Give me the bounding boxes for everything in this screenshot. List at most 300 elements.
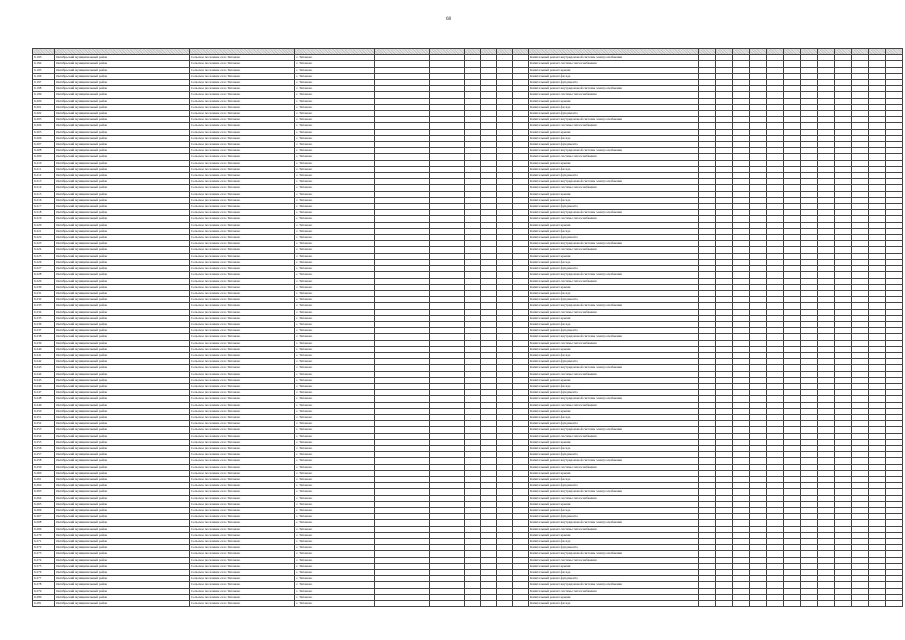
- row-number-cell: 6.222: [33, 235, 55, 241]
- table-cell: с. Тиганово: [295, 532, 375, 538]
- table-cell: Сельское поселение село Тиганово: [190, 328, 295, 334]
- table-cell: Капитальный ремонт фасада: [529, 197, 699, 203]
- table-cell: с. Тиганово: [295, 98, 375, 104]
- table-cell: Капитальный ремонт фасада: [529, 570, 699, 576]
- table-cell: с. Тиганово: [295, 61, 375, 67]
- table-cell: Сельское поселение село Тиганово: [190, 135, 295, 141]
- table-cell: Капитальный ремонт системы теплоснабжения: [529, 61, 699, 67]
- table-cell: Октябрьский муниципальный район: [55, 352, 190, 358]
- table-cell: с. Тиганово: [295, 477, 375, 483]
- table-cell: Октябрьский муниципальный район: [55, 402, 190, 408]
- table-cell: Октябрьский муниципальный район: [55, 315, 190, 321]
- table-cell: Капитальный ремонт фасада: [529, 383, 699, 389]
- table-cell: Сельское поселение село Тиганово: [190, 545, 295, 551]
- row-number-cell: 6.235: [33, 315, 55, 321]
- table-row: [33, 601, 903, 607]
- table-cell: с. Тиганово: [295, 383, 375, 389]
- row-number-cell: 6.213: [33, 179, 55, 185]
- table-cell: Капитальный ремонт крыши: [529, 408, 699, 414]
- table-cell: с. Тиганово: [295, 371, 375, 377]
- table-cell: с. Тиганово: [295, 309, 375, 315]
- table-cell: с. Тиганово: [295, 408, 375, 414]
- table-cell: с. Тиганово: [295, 135, 375, 141]
- row-number-cell: 6.264: [33, 495, 55, 501]
- table-cell: Капитальный ремонт внутридомовой системы электроснабжения: [529, 117, 699, 123]
- table-cell: Сельское поселение село Тиганово: [190, 520, 295, 526]
- row-number-cell: 6.272: [33, 545, 55, 551]
- table-cell: Октябрьский муниципальный район: [55, 86, 190, 92]
- table-cell: Сельское поселение село Тиганово: [190, 445, 295, 451]
- table-cell: с. Тиганово: [295, 210, 375, 216]
- table-cell: Октябрьский муниципальный район: [55, 495, 190, 501]
- table-cell: Капитальный ремонт системы теплоснабжения: [529, 309, 699, 315]
- page-number: 68: [446, 17, 451, 22]
- table-cell: Октябрьский муниципальный район: [55, 272, 190, 278]
- table-cell: Сельское поселение село Тиганово: [190, 117, 295, 123]
- table-cell: Сельское поселение село Тиганово: [190, 185, 295, 191]
- table-cell: с. Тиганово: [295, 464, 375, 470]
- table-cell: с. Тиганово: [295, 278, 375, 284]
- table-cell: Капитальный ремонт внутридомовой системы электроснабжения: [529, 179, 699, 185]
- table-cell: Октябрьский муниципальный район: [55, 483, 190, 489]
- table-cell: Сельское поселение село Тиганово: [190, 340, 295, 346]
- table-cell: [699, 601, 716, 607]
- row-number-cell: 6.231: [33, 290, 55, 296]
- table-cell: Сельское поселение село Тиганово: [190, 439, 295, 445]
- row-number-cell: 6.256: [33, 445, 55, 451]
- table-cell: Октябрьский муниципальный район: [55, 160, 190, 166]
- table-cell: [513, 601, 529, 607]
- row-number-cell: 6.221: [33, 228, 55, 234]
- table-cell: с. Тиганово: [295, 111, 375, 117]
- table-cell: Октябрьский муниципальный район: [55, 563, 190, 569]
- table-cell: Октябрьский муниципальный район: [55, 526, 190, 532]
- table-cell: Октябрьский муниципальный район: [55, 464, 190, 470]
- table-cell: Капитальный ремонт системы теплоснабжения: [529, 278, 699, 284]
- table-cell: с. Тиганово: [295, 86, 375, 92]
- table-cell: с. Тиганово: [295, 67, 375, 73]
- table-cell: Сельское поселение село Тиганово: [190, 80, 295, 86]
- table-cell: Октябрьский муниципальный район: [55, 340, 190, 346]
- row-number-cell: 6.198: [33, 86, 55, 92]
- table-cell: Сельское поселение село Тиганово: [190, 111, 295, 117]
- table-cell: Капитальный ремонт системы теплоснабжения: [529, 185, 699, 191]
- table-cell: с. Тиганово: [295, 439, 375, 445]
- table-cell: Октябрьский муниципальный район: [55, 601, 190, 607]
- table-cell: с. Тиганово: [295, 55, 375, 61]
- table-cell: Октябрьский муниципальный район: [55, 216, 190, 222]
- row-number-cell: 6.205: [33, 129, 55, 135]
- table-cell: Октябрьский муниципальный район: [55, 551, 190, 557]
- row-number-cell: 6.247: [33, 390, 55, 396]
- table-cell: с. Тиганово: [295, 247, 375, 253]
- table-cell: Капитальный ремонт крыши: [529, 284, 699, 290]
- table-cell: Октябрьский муниципальный район: [55, 576, 190, 582]
- table-cell: Капитальный ремонт системы теплоснабжения: [529, 247, 699, 253]
- table-cell: Октябрьский муниципальный район: [55, 470, 190, 476]
- table-cell: Сельское поселение село Тиганово: [190, 501, 295, 507]
- table-cell: Сельское поселение село Тиганово: [190, 315, 295, 321]
- table-cell: с. Тиганово: [295, 545, 375, 551]
- table-cell: Сельское поселение село Тиганово: [190, 278, 295, 284]
- table-cell: [375, 601, 430, 607]
- table-cell: с. Тиганово: [295, 123, 375, 129]
- row-number-cell: 6.270: [33, 532, 55, 538]
- table-cell: Сельское поселение село Тиганово: [190, 228, 295, 234]
- table-cell: с. Тиганово: [295, 173, 375, 179]
- table-cell: с. Тиганово: [295, 346, 375, 352]
- row-number-cell: 6.230: [33, 284, 55, 290]
- table-cell: Сельское поселение село Тиганово: [190, 421, 295, 427]
- table-cell: Октябрьский муниципальный район: [55, 55, 190, 61]
- row-number-cell: 6.242: [33, 359, 55, 365]
- table-cell: Октябрьский муниципальный район: [55, 154, 190, 160]
- table-cell: Капитальный ремонт фасада: [529, 539, 699, 545]
- row-number-cell: 6.197: [33, 80, 55, 86]
- table-cell: Октябрьский муниципальный район: [55, 489, 190, 495]
- table-cell: Сельское поселение село Тиганово: [190, 508, 295, 514]
- table-cell: с. Тиганово: [295, 365, 375, 371]
- table-cell: Сельское поселение село Тиганово: [190, 359, 295, 365]
- table-cell: Сельское поселение село Тиганово: [190, 601, 295, 607]
- row-number-cell: 6.226: [33, 259, 55, 265]
- table-cell: Капитальный ремонт фасада: [529, 259, 699, 265]
- table-cell: Октябрьский муниципальный район: [55, 396, 190, 402]
- table-cell: Октябрьский муниципальный район: [55, 278, 190, 284]
- row-number-cell: 6.208: [33, 148, 55, 154]
- row-number-cell: 6.204: [33, 123, 55, 129]
- table-cell: Капитальный ремонт крыши: [529, 98, 699, 104]
- table-cell: Капитальный ремонт системы теплоснабжения: [529, 154, 699, 160]
- table-cell: Октябрьский муниципальный район: [55, 557, 190, 563]
- table-cell: Октябрьский муниципальный район: [55, 210, 190, 216]
- row-number-cell: 6.219: [33, 216, 55, 222]
- table-cell: Сельское поселение село Тиганово: [190, 470, 295, 476]
- table-cell: Капитальный ремонт крыши: [529, 439, 699, 445]
- table-cell: Капитальный ремонт крыши: [529, 191, 699, 197]
- row-number-cell: 6.211: [33, 166, 55, 172]
- table-cell: Капитальный ремонт системы теплоснабжения: [529, 526, 699, 532]
- table-cell: Капитальный ремонт фундамента: [529, 266, 699, 272]
- table-cell: Сельское поселение село Тиганово: [190, 576, 295, 582]
- table-cell: с. Тиганово: [295, 117, 375, 123]
- table-cell: с. Тиганово: [295, 359, 375, 365]
- table-cell: с. Тиганово: [295, 222, 375, 228]
- table-cell: с. Тиганово: [295, 501, 375, 507]
- table-cell: Капитальный ремонт крыши: [529, 563, 699, 569]
- table-cell: Сельское поселение село Тиганово: [190, 582, 295, 588]
- table-cell: с. Тиганово: [295, 253, 375, 259]
- table-cell: Сельское поселение село Тиганово: [190, 272, 295, 278]
- table-cell: с. Тиганово: [295, 334, 375, 340]
- table-cell: с. Тиганово: [295, 551, 375, 557]
- table-cell: Капитальный ремонт внутридомовой системы электроснабжения: [529, 458, 699, 464]
- table-cell: с. Тиганово: [295, 284, 375, 290]
- table-cell: Сельское поселение село Тиганово: [190, 297, 295, 303]
- table-cell: Капитальный ремонт крыши: [529, 253, 699, 259]
- row-number-cell: 6.258: [33, 458, 55, 464]
- table-cell: Капитальный ремонт фундамента: [529, 452, 699, 458]
- table-cell: Капитальный ремонт системы теплоснабжения: [529, 371, 699, 377]
- table-cell: Сельское поселение село Тиганово: [190, 539, 295, 545]
- table-cell: с. Тиганово: [295, 427, 375, 433]
- table-cell: Сельское поселение село Тиганово: [190, 588, 295, 594]
- table-cell: Октябрьский муниципальный район: [55, 408, 190, 414]
- table-cell: [497, 601, 513, 607]
- table-cell: с. Тиганово: [295, 514, 375, 520]
- table-cell: Капитальный ремонт внутридомовой системы электроснабжения: [529, 86, 699, 92]
- table-cell: Сельское поселение село Тиганово: [190, 197, 295, 203]
- table-cell: Сельское поселение село Тиганово: [190, 98, 295, 104]
- table-cell: Сельское поселение село Тиганово: [190, 129, 295, 135]
- table-cell: Октябрьский муниципальный район: [55, 545, 190, 551]
- table-cell: Сельское поселение село Тиганово: [190, 154, 295, 160]
- table-cell: Сельское поселение село Тиганово: [190, 532, 295, 538]
- table-cell: Октябрьский муниципальный район: [55, 284, 190, 290]
- table-cell: Капитальный ремонт внутридомовой системы электроснабжения: [529, 396, 699, 402]
- row-number-cell: 6.261: [33, 477, 55, 483]
- table-cell: Октябрьский муниципальный район: [55, 458, 190, 464]
- row-number-cell: 6.277: [33, 576, 55, 582]
- table-cell: Октябрьский муниципальный район: [55, 433, 190, 439]
- row-number-cell: 6.252: [33, 421, 55, 427]
- row-number-cell: 6.273: [33, 551, 55, 557]
- table-cell: Сельское поселение село Тиганово: [190, 408, 295, 414]
- table-cell: Капитальный ремонт внутридомовой системы электроснабжения: [529, 365, 699, 371]
- table-cell: Октябрьский муниципальный район: [55, 197, 190, 203]
- table-cell: с. Тиганово: [295, 495, 375, 501]
- table-cell: Октябрьский муниципальный район: [55, 439, 190, 445]
- table-cell: Сельское поселение село Тиганово: [190, 191, 295, 197]
- table-cell: Капитальный ремонт внутридомовой системы электроснабжения: [529, 55, 699, 61]
- table-cell: Капитальный ремонт фасада: [529, 290, 699, 296]
- row-number-cell: 6.248: [33, 396, 55, 402]
- table-cell: Сельское поселение село Тиганово: [190, 266, 295, 272]
- table-cell: Сельское поселение село Тиганово: [190, 173, 295, 179]
- table-cell: Сельское поселение село Тиганово: [190, 377, 295, 383]
- table-cell: Октябрьский муниципальный район: [55, 588, 190, 594]
- row-number-cell: 6.259: [33, 464, 55, 470]
- table-cell: Капитальный ремонт фасада: [529, 321, 699, 327]
- table-cell: Сельское поселение село Тиганово: [190, 216, 295, 222]
- table-cell: Капитальный ремонт фундамента: [529, 328, 699, 334]
- table-cell: Октябрьский муниципальный район: [55, 204, 190, 210]
- row-number-cell: 6.210: [33, 160, 55, 166]
- row-number-cell: 6.215: [33, 191, 55, 197]
- table-cell: с. Тиганово: [295, 570, 375, 576]
- table-cell: Сельское поселение село Тиганово: [190, 563, 295, 569]
- row-number-cell: 6.209: [33, 154, 55, 160]
- table-cell: Капитальный ремонт крыши: [529, 222, 699, 228]
- row-number-cell: 6.212: [33, 173, 55, 179]
- table-cell: Капитальный ремонт крыши: [529, 315, 699, 321]
- row-number-cell: 6.251: [33, 414, 55, 420]
- table-cell: с. Тиганово: [295, 402, 375, 408]
- table-cell: Сельское поселение село Тиганово: [190, 551, 295, 557]
- table-cell: с. Тиганово: [295, 185, 375, 191]
- row-number-cell: 6.271: [33, 539, 55, 545]
- table-cell: [869, 601, 886, 607]
- table-cell: с. Тиганово: [295, 259, 375, 265]
- row-number-cell: 6.207: [33, 142, 55, 148]
- table-cell: Капитальный ремонт фундамента: [529, 514, 699, 520]
- table-cell: Капитальный ремонт фундамента: [529, 390, 699, 396]
- table-cell: Сельское поселение село Тиганово: [190, 160, 295, 166]
- row-number-cell: 6.193: [33, 55, 55, 61]
- table-cell: Октябрьский муниципальный район: [55, 328, 190, 334]
- table-cell: Октябрьский муниципальный район: [55, 129, 190, 135]
- table-cell: [465, 601, 481, 607]
- register-table: [32, 48, 903, 607]
- table-cell: Сельское поселение село Тиганово: [190, 334, 295, 340]
- table-cell: с. Тиганово: [295, 508, 375, 514]
- table-cell: с. Тиганово: [295, 166, 375, 172]
- table-cell: Сельское поселение село Тиганово: [190, 290, 295, 296]
- table-cell: Сельское поселение село Тиганово: [190, 570, 295, 576]
- table-cell: Октябрьский муниципальный район: [55, 477, 190, 483]
- table-cell: с. Тиганово: [295, 414, 375, 420]
- table-cell: Октябрьский муниципальный район: [55, 247, 190, 253]
- table-cell: Октябрьский муниципальный район: [55, 117, 190, 123]
- table-cell: Сельское поселение село Тиганово: [190, 86, 295, 92]
- table-cell: с. Тиганово: [295, 272, 375, 278]
- table-cell: Капитальный ремонт системы теплоснабжения: [529, 557, 699, 563]
- row-number-cell: 6.216: [33, 197, 55, 203]
- table-cell: Капитальный ремонт крыши: [529, 501, 699, 507]
- row-number-cell: 6.194: [33, 61, 55, 67]
- table-cell: Октябрьский муниципальный район: [55, 346, 190, 352]
- table-cell: Октябрьский муниципальный район: [55, 179, 190, 185]
- table-cell: Сельское поселение село Тиганово: [190, 247, 295, 253]
- table-cell: с. Тиганово: [295, 601, 375, 607]
- row-number-cell: 6.263: [33, 489, 55, 495]
- table-cell: Капитальный ремонт фундамента: [529, 173, 699, 179]
- row-number-cell: 6.227: [33, 266, 55, 272]
- table-cell: Сельское поселение село Тиганово: [190, 241, 295, 247]
- table-cell: Октябрьский муниципальный район: [55, 452, 190, 458]
- table-cell: Октябрьский муниципальный район: [55, 235, 190, 241]
- table-cell: Сельское поселение село Тиганово: [190, 458, 295, 464]
- table-cell: Октябрьский муниципальный район: [55, 501, 190, 507]
- table-cell: Сельское поселение село Тиганово: [190, 483, 295, 489]
- table-cell: Сельское поселение село Тиганово: [190, 427, 295, 433]
- table-cell: [733, 601, 750, 607]
- table-cell: Сельское поселение село Тиганово: [190, 346, 295, 352]
- table-cell: с. Тиганово: [295, 315, 375, 321]
- table-cell: Сельское поселение село Тиганово: [190, 253, 295, 259]
- table-cell: Октябрьский муниципальный район: [55, 104, 190, 110]
- table-cell: с. Тиганово: [295, 142, 375, 148]
- row-number-cell: 6.233: [33, 303, 55, 309]
- row-number-cell: 6.232: [33, 297, 55, 303]
- table-cell: Капитальный ремонт фундамента: [529, 359, 699, 365]
- table-cell: Капитальный ремонт фасада: [529, 508, 699, 514]
- table-cell: с. Тиганово: [295, 129, 375, 135]
- table-cell: с. Тиганово: [295, 321, 375, 327]
- table-cell: с. Тиганово: [295, 489, 375, 495]
- row-number-cell: 6.234: [33, 309, 55, 315]
- table-cell: Октябрьский муниципальный район: [55, 365, 190, 371]
- table-cell: с. Тиганово: [295, 445, 375, 451]
- table-cell: Октябрьский муниципальный район: [55, 594, 190, 600]
- table-cell: [481, 601, 497, 607]
- table-cell: Сельское поселение село Тиганово: [190, 557, 295, 563]
- table-cell: Октябрьский муниципальный район: [55, 98, 190, 104]
- table-cell: Капитальный ремонт крыши: [529, 594, 699, 600]
- table-cell: Капитальный ремонт внутридомовой системы электроснабжения: [529, 241, 699, 247]
- table-body: [33, 55, 903, 607]
- table-cell: Сельское поселение село Тиганово: [190, 148, 295, 154]
- row-number-cell: 6.266: [33, 508, 55, 514]
- table-cell: с. Тиганово: [295, 241, 375, 247]
- table-cell: Октябрьский муниципальный район: [55, 228, 190, 234]
- table-cell: Сельское поселение село Тиганово: [190, 402, 295, 408]
- table-cell: [801, 601, 818, 607]
- table-cell: Октябрьский муниципальный район: [55, 148, 190, 154]
- table-cell: Октябрьский муниципальный район: [55, 259, 190, 265]
- table-cell: с. Тиганово: [295, 160, 375, 166]
- row-number-cell: 6.199: [33, 92, 55, 98]
- table-cell: Октябрьский муниципальный район: [55, 61, 190, 67]
- table-cell: с. Тиганово: [295, 352, 375, 358]
- table-cell: с. Тиганово: [295, 483, 375, 489]
- table-cell: Сельское поселение село Тиганово: [190, 352, 295, 358]
- table-cell: Октябрьский муниципальный район: [55, 303, 190, 309]
- table-cell: Октябрьский муниципальный район: [55, 266, 190, 272]
- table-cell: с. Тиганово: [295, 235, 375, 241]
- row-number-cell: 6.255: [33, 439, 55, 445]
- table-cell: [784, 601, 801, 607]
- table-cell: Сельское поселение село Тиганово: [190, 371, 295, 377]
- row-number-cell: 6.241: [33, 352, 55, 358]
- row-number-cell: 6.275: [33, 563, 55, 569]
- table-cell: Капитальный ремонт системы теплоснабжения: [529, 123, 699, 129]
- row-number-cell: 6.262: [33, 483, 55, 489]
- row-number-cell: 6.195: [33, 67, 55, 73]
- table-cell: Октябрьский муниципальный район: [55, 421, 190, 427]
- table-cell: Капитальный ремонт крыши: [529, 129, 699, 135]
- table-cell: Сельское поселение село Тиганово: [190, 477, 295, 483]
- row-number-cell: 6.280: [33, 594, 55, 600]
- row-number-cell: 6.220: [33, 222, 55, 228]
- table-cell: Капитальный ремонт системы теплоснабжения: [529, 92, 699, 98]
- table-cell: Капитальный ремонт внутридомовой системы электроснабжения: [529, 427, 699, 433]
- table-cell: Сельское поселение село Тиганово: [190, 235, 295, 241]
- table-cell: Капитальный ремонт фасада: [529, 352, 699, 358]
- table-cell: с. Тиганово: [295, 216, 375, 222]
- table-cell: с. Тиганово: [295, 204, 375, 210]
- table-cell: Сельское поселение село Тиганово: [190, 365, 295, 371]
- table-cell: Капитальный ремонт внутридомовой системы электроснабжения: [529, 334, 699, 340]
- row-number-cell: 6.244: [33, 371, 55, 377]
- row-number-cell: 6.279: [33, 588, 55, 594]
- table-cell: Октябрьский муниципальный район: [55, 80, 190, 86]
- table-cell: Капитальный ремонт фасада: [529, 135, 699, 141]
- table-cell: Октябрьский муниципальный район: [55, 173, 190, 179]
- table-cell: с. Тиганово: [295, 228, 375, 234]
- table-cell: Сельское поселение село Тиганово: [190, 390, 295, 396]
- row-number-cell: 6.269: [33, 526, 55, 532]
- table-cell: Октябрьский муниципальный район: [55, 241, 190, 247]
- table-cell: Октябрьский муниципальный район: [55, 222, 190, 228]
- table-cell: с. Тиганово: [295, 576, 375, 582]
- table-cell: Октябрьский муниципальный район: [55, 111, 190, 117]
- row-number-cell: 6.206: [33, 135, 55, 141]
- table-cell: Октябрьский муниципальный район: [55, 570, 190, 576]
- row-number-cell: 6.250: [33, 408, 55, 414]
- row-number-cell: 6.236: [33, 321, 55, 327]
- table-cell: Октябрьский муниципальный район: [55, 123, 190, 129]
